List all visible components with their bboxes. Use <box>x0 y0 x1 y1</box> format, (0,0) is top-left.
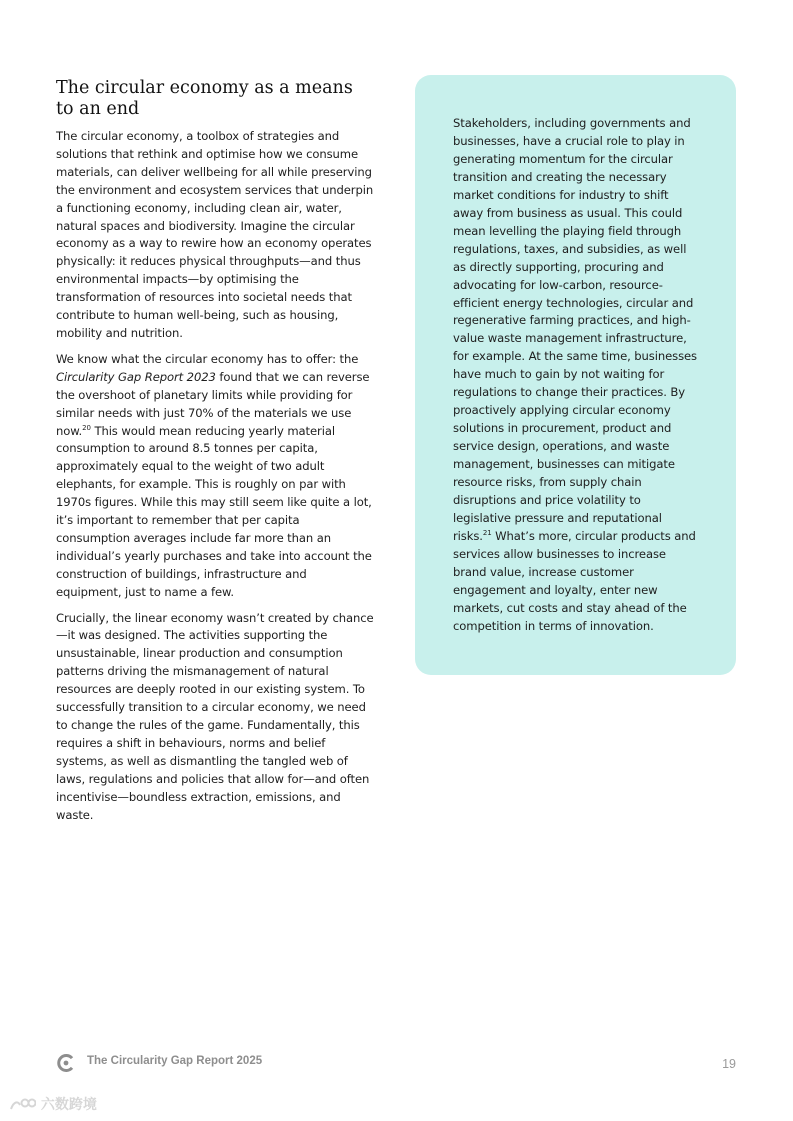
section-title: The circular economy as a means to an end <box>56 78 353 119</box>
report-title-reference: Circularity Gap Report 2023 <box>56 369 216 384</box>
main-column <box>56 78 374 832</box>
paragraph-offer-end: This would mean reducing yearly material consumption to around 8.5 tonnes per capita, approximately equal to the weight of two adult elephants, for example. This is roughly on par with 1970s figures. While this may still seem like quite a lot, it’s important to remember that per capita consumption averages include far more than an individual’s yearly purchases and take into account the construction of buildings, infrastructure and equipment, just to name a few. <box>56 423 372 599</box>
footnote-ref-21[interactable]: 21 <box>482 529 492 538</box>
paragraph-linear-economy: Crucially, the linear economy wasn’t created by chance—it was designed. The activities supporting the unsustainable, linear production and consumption patterns driving the mismanagement of natural resources are deeply rooted in our existing system. To successfully transition to a circular economy, we need to change the rules of the game. Fundamentally, this requires a shift in behaviours, norms and belief systems, as well as dismantling the tangled web of laws, regulations and policies that allow for—and often incentivise—boundless extraction, emissions, and waste. <box>56 610 374 822</box>
stakeholders-callout-box <box>415 75 736 675</box>
footnote-ref-20[interactable]: 20 <box>82 423 91 432</box>
watermark-text: 六数跨境 <box>40 1097 97 1113</box>
footer-report-title: The Circularity Gap Report 2025 <box>87 1055 263 1067</box>
paragraph-offer-start: We know what the circular economy has to offer: the <box>56 351 359 366</box>
callout-text-start: Stakeholders, including governments and businesses, have a crucial role to play in generating momentum for the circular transition and creating the necessary market conditions for industry to shift away from business as usual. This could mean levelling the playing field through regulations, taxes, and subsidies, as well as directly supporting, procuring and advocating for low-carbon, resource-efficient energy technologies, circular and regenerative farming practices, and high-value waste management infrastructure, for example. At the same time, businesses have much to gain by not waiting for regulations to change their practices. By proactively applying circular economy solutions in procurement, product and service design, operations, and waste management, businesses can mitigate resource risks, from supply chain disruptions and price volatility to legislative pressure and reputational risks. <box>453 116 697 543</box>
callout-text-end: What’s more, circular products and services allow businesses to increase brand value, increase customer engagement and loyalty, enter new markets, cut costs and stay ahead of the competition in terms of innovation. <box>453 528 696 633</box>
paragraph-offer <box>56 351 374 602</box>
paragraph-offer-middle: found that we can reverse the overshoot of planetary limits while providing for similar needs with just 70% of the materials we use now. <box>56 369 370 438</box>
paragraph-intro: The circular economy, a toolbox of strategies and solutions that rethink and optimise how we consume materials, can deliver wellbeing for all while preserving the environment and ecosystem services that underpin a functioning economy, including clean air, water, natural spaces and biodiversity. Imagine the circular economy as a way to rewire how an economy operates physically: it reduces physical throughputs—and thus environmental impacts—by optimising the transformation of resources into societal needs that contribute to human well-being, such as housing, mobility and nutrition. <box>56 129 374 340</box>
callout-paragraph <box>453 115 700 636</box>
circle-logo-icon <box>56 1053 76 1073</box>
watermark-logo-icon <box>8 1097 36 1113</box>
watermark <box>8 1094 97 1116</box>
page-number: 19 <box>722 1057 736 1071</box>
page-footer <box>56 1053 736 1075</box>
